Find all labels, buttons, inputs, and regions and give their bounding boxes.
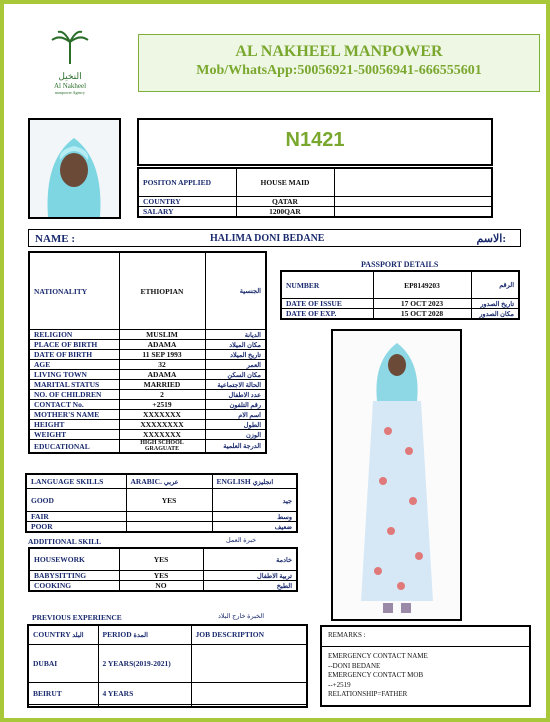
personal-label-ar: تاريخ الميلاد <box>205 350 266 360</box>
passport-value: EP8149203 <box>373 271 471 299</box>
passport-label: DATE OF EXP. <box>281 309 373 320</box>
additional-skill-title-ar: خبرة العمل <box>226 537 257 544</box>
position-value: HOUSE MAID <box>236 168 334 197</box>
table-row <box>29 380 266 390</box>
arabic-label-ar: عربي <box>163 479 179 487</box>
table-row <box>29 548 297 571</box>
period-col-label: PERIOD <box>102 630 132 640</box>
remarks-box <box>320 625 531 707</box>
language-level-ar: ضعيف <box>274 524 292 531</box>
experience-country: DUBAI <box>28 644 98 683</box>
skill-value: YES <box>119 548 203 571</box>
experience-title: PREVIOUS EXPERIENCE <box>32 613 122 622</box>
remarks-line: RELATIONSHIP=FATHER <box>328 690 408 698</box>
name-label-ar: الاسم: <box>476 233 506 245</box>
table-row <box>29 400 266 410</box>
personal-label-ar: الدرجة العلمية <box>205 440 266 454</box>
country-col-header <box>28 625 98 644</box>
passport-title: PASSPORT DETAILS <box>361 260 439 269</box>
table-row <box>28 625 307 644</box>
personal-label-ar: الوزن <box>205 430 266 440</box>
reference-code: N1421 <box>285 129 345 151</box>
skill-label: BABYSITTING <box>29 571 119 581</box>
personal-label: WEIGHT <box>29 430 119 440</box>
table-row <box>138 207 492 218</box>
personal-label-ar: مكان السكن <box>205 370 266 380</box>
language-level-label: GOOD <box>26 489 126 512</box>
personal-label-ar: العمر <box>205 360 266 370</box>
table-row <box>26 522 297 533</box>
english-level-cell <box>212 512 297 522</box>
personal-value: XXXXXXX <box>119 430 205 440</box>
personal-label: AGE <box>29 360 119 370</box>
personal-label: LIVING TOWN <box>29 370 119 380</box>
remarks-line: --DONI BEDANE <box>328 661 381 670</box>
remarks-content <box>322 647 529 705</box>
skill-label: HOUSEWORK <box>29 548 119 571</box>
english-label-ar: انجليزي <box>252 479 274 487</box>
experience-job <box>191 644 307 683</box>
experience-period: 2 YEARS(2019-2021) <box>98 644 191 683</box>
skill-label: COOKING <box>29 581 119 592</box>
skill-label-ar: تربية الاطفال <box>203 571 297 581</box>
logo-name: Al Nakheel <box>53 82 87 90</box>
passport-label: NUMBER <box>281 271 373 299</box>
remarks-title: REMARKS : <box>322 627 529 647</box>
name-label: NAME : <box>35 233 76 245</box>
experience-country: BEIRUT <box>28 683 98 705</box>
job-col-header: JOB DESCRIPTION <box>191 625 307 644</box>
table-row <box>29 390 266 400</box>
table-row <box>29 440 266 454</box>
table-row <box>28 705 307 707</box>
passport-label-ar: تاريخ الصدور <box>471 299 519 309</box>
english-header <box>212 474 297 489</box>
table-row <box>26 489 297 512</box>
arabic-level-value <box>126 522 212 533</box>
language-level-label: FAIR <box>26 512 126 522</box>
table-row <box>29 581 297 592</box>
skill-value: NO <box>119 581 203 592</box>
table-row <box>281 299 519 309</box>
language-skills-table <box>25 473 298 533</box>
reference-code-box <box>137 118 493 166</box>
personal-value: XXXXXXX <box>119 410 205 420</box>
personal-value: +2519 <box>119 400 205 410</box>
table-row <box>29 340 266 350</box>
personal-label: NATIONALITY <box>29 252 119 330</box>
passport-label-ar: مكان الصدور <box>471 309 519 320</box>
table-row <box>26 512 297 522</box>
language-level-ar: وسط <box>277 514 292 521</box>
skill-label-ar: الطبخ <box>203 581 297 592</box>
arabic-label: ARABIC. <box>130 477 162 487</box>
personal-label-ar: مكان الميلاد <box>205 340 266 350</box>
table-row <box>28 683 307 705</box>
country-label: COUNTRY <box>138 197 236 207</box>
personal-value: ETHIOPIAN <box>119 252 205 330</box>
additional-skill-title: ADDITIONAL SKILL <box>28 537 102 546</box>
position-label: POSITON APPLIED <box>138 168 236 197</box>
table-row <box>29 330 266 340</box>
position-table <box>137 167 493 218</box>
table-row <box>281 271 519 299</box>
english-label: ENGLISH <box>216 477 251 487</box>
table-row <box>29 410 266 420</box>
skill-label-ar: خادمة <box>203 548 297 571</box>
personal-value: HIGH SCHOOL GRAGUATE <box>119 440 205 454</box>
remarks-line: --+2519 <box>328 680 351 689</box>
experience-job <box>191 683 307 705</box>
personal-value: ADAMA <box>119 370 205 380</box>
company-contact: Mob/WhatsApp:50056921-50056941-666555601 <box>196 63 482 78</box>
language-level-ar: جيد <box>282 497 292 505</box>
logo-arabic: النخيل <box>58 71 82 81</box>
table-row <box>29 420 266 430</box>
personal-info-table <box>28 251 267 454</box>
personal-value: MUSLIM <box>119 330 205 340</box>
personal-label-ar: الحالة الاجتماعية <box>205 380 266 390</box>
table-row <box>29 430 266 440</box>
personal-label: PLACE OF BIRTH <box>29 340 119 350</box>
personal-value: 2 <box>119 390 205 400</box>
table-row <box>29 571 297 581</box>
remarks-line: EMERGENCY CONTACT MOB <box>328 671 424 679</box>
personal-label: EDUCATIONAL <box>29 440 119 454</box>
remarks-line: EMERGENCY CONTACT NAME <box>328 652 428 660</box>
personal-value: MARRIED <box>119 380 205 390</box>
personal-label: MOTHER'S NAME <box>29 410 119 420</box>
personal-value: XXXXXXXX <box>119 420 205 430</box>
arabic-header <box>126 474 212 489</box>
additional-skills-table <box>28 547 298 592</box>
skill-value: YES <box>119 571 203 581</box>
country-value: QATAR <box>236 197 334 207</box>
name-bar <box>28 229 521 247</box>
passport-label: DATE OF ISSUE <box>281 299 373 309</box>
experience-title-ar: الخبرة خارج البلاد <box>218 613 265 620</box>
personal-label-ar: الديانة <box>205 330 266 340</box>
personal-label-ar: رقم التلفون <box>205 400 266 410</box>
logo-sub: manpower Agency <box>54 90 86 95</box>
personal-value: 11 SEP 1993 <box>119 350 205 360</box>
passport-value: 17 OCT 2023 <box>373 299 471 309</box>
personal-value: 32 <box>119 360 205 370</box>
english-level-cell <box>212 489 297 512</box>
face-photo <box>28 118 121 219</box>
experience-table <box>27 624 308 708</box>
table-row <box>281 309 519 320</box>
arabic-level-value: YES <box>126 489 212 512</box>
passport-table <box>280 270 520 320</box>
table-row <box>138 197 492 207</box>
personal-label: MARITAL STATUS <box>29 380 119 390</box>
personal-label-ar: اسم الام <box>205 410 266 420</box>
language-level-label: POOR <box>26 522 126 533</box>
personal-label-ar: الطول <box>205 420 266 430</box>
candidate-name: HALIMA DONI BEDANE <box>210 233 325 244</box>
personal-label-ar: الجنسية <box>205 252 266 330</box>
language-header-label: LANGUAGE SKILLS <box>26 474 126 489</box>
period-col-header <box>98 625 191 644</box>
country-col-label-ar: البلد <box>72 632 84 640</box>
experience-period: 4 YEARS <box>98 683 191 705</box>
passport-label-ar: الرقم <box>471 271 519 299</box>
personal-label: NO. OF CHILDREN <box>29 390 119 400</box>
table-row <box>29 350 266 360</box>
arabic-level-value <box>126 512 212 522</box>
table-row <box>29 370 266 380</box>
english-level-cell <box>212 522 297 533</box>
personal-label-ar: عدد الاطفال <box>205 390 266 400</box>
personal-label: CONTACT No. <box>29 400 119 410</box>
personal-label: HEIGHT <box>29 420 119 430</box>
table-row <box>28 644 307 683</box>
personal-label: DATE OF BIRTH <box>29 350 119 360</box>
personal-label: RELIGION <box>29 330 119 340</box>
company-logo <box>40 30 100 100</box>
palm-logo-icon <box>50 30 90 66</box>
company-header <box>138 34 540 92</box>
table-row <box>26 474 297 489</box>
company-name: AL NAKHEEL MANPOWER <box>235 43 443 60</box>
passport-value: 15 OCT 2028 <box>373 309 471 320</box>
table-row <box>29 360 266 370</box>
full-body-photo <box>331 329 462 621</box>
country-col-label: COUNTRY <box>33 630 71 640</box>
personal-value: ADAMA <box>119 340 205 350</box>
table-row <box>138 168 492 197</box>
salary-label: SALARY <box>138 207 236 218</box>
table-row <box>29 252 266 330</box>
period-col-label-ar: المدة <box>133 632 148 640</box>
salary-value: 1200QAR <box>236 207 334 218</box>
